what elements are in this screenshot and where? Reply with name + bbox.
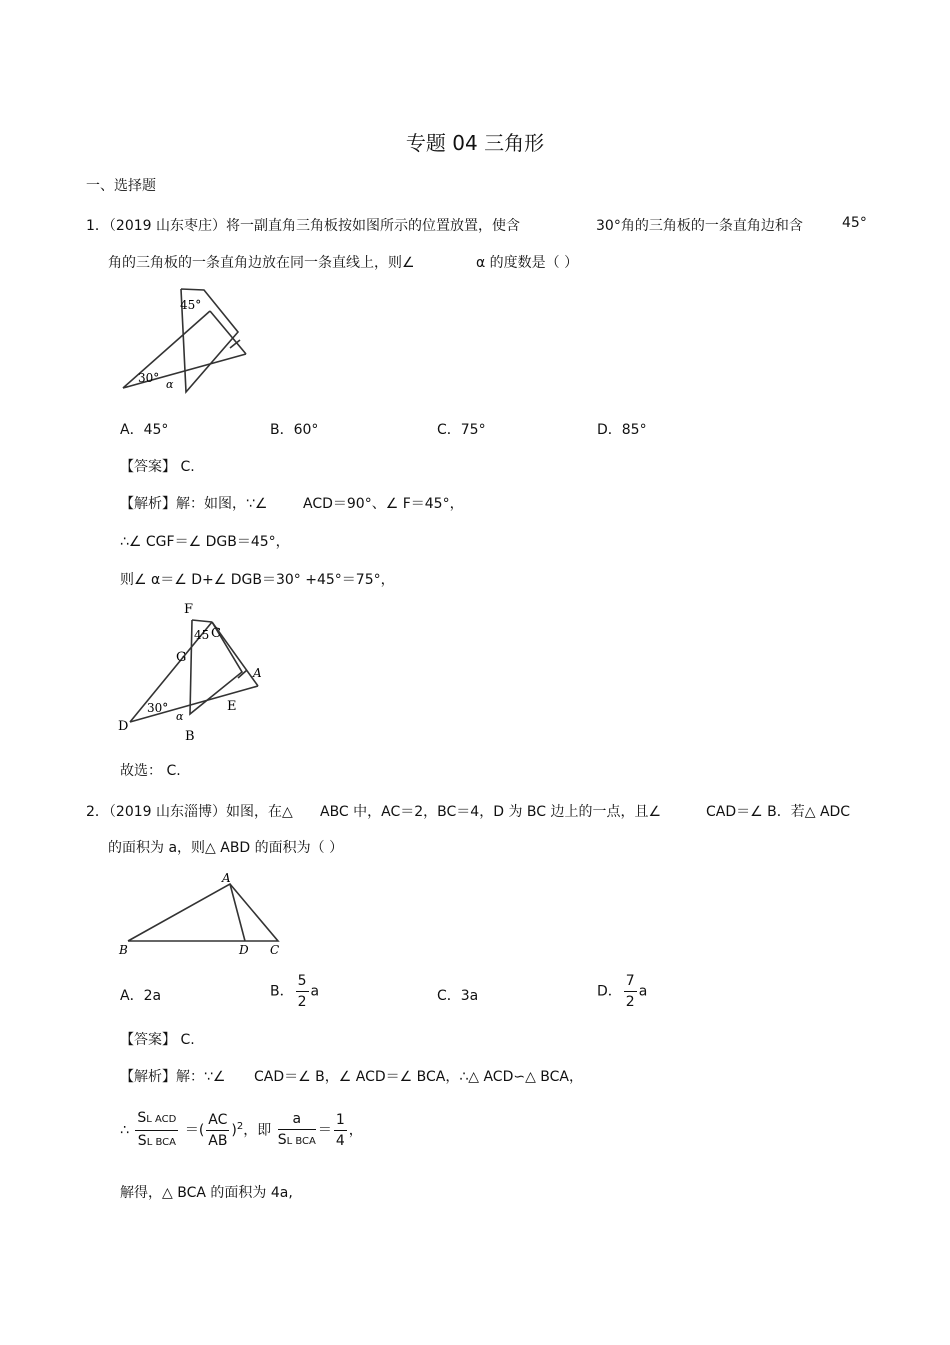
q2-result: 解得，△ BCA 的面积为 4a, (120, 1185, 293, 1201)
a-denominator (278, 1130, 316, 1152)
side-ratio-denominator: AB (208, 1133, 228, 1149)
q2-option-b (270, 971, 319, 1012)
q1-fig2-A: A (253, 666, 262, 680)
close-paren: ) (231, 1122, 237, 1139)
q2-option-c: C．3a (437, 988, 479, 1004)
q1-option-d: D．85° (597, 422, 647, 438)
a-numerator: a (278, 1109, 316, 1130)
page-title: 专题 04 三角形 (405, 131, 545, 155)
area-sub-bca: L BCA (146, 1137, 176, 1148)
q1-line2-a: 角的三角板的一条直角边放在同一条直线上，则∠ (108, 255, 415, 271)
q1-fig2-F: F (184, 602, 194, 617)
q1-analysis-3: 则∠ α＝∠ D+∠ DGB＝30° +45°＝75°， (120, 572, 395, 588)
quarter-denominator: 4 (335, 1133, 345, 1149)
q1-option-c: C．75° (437, 422, 486, 438)
q1-fig2-C: C (211, 626, 221, 641)
q1-figure (110, 282, 260, 404)
quarter-fraction (334, 1110, 347, 1151)
side-ratio-fraction (206, 1110, 229, 1151)
q2-option-b-suffix: a (310, 983, 320, 1000)
q1-fig-alpha: α (166, 378, 174, 391)
area-ratio-numerator (135, 1108, 178, 1131)
q1-fig-45: 45° (180, 298, 202, 312)
q1-fig2-alpha: α (176, 710, 184, 723)
q2-option-d-prefix: D． (597, 983, 622, 1000)
q2-analysis-1a: 【解析】解：∵∠ (120, 1069, 226, 1085)
q1-figure-labeled (112, 598, 272, 746)
q2-answer: 【答案】 C. (120, 1032, 195, 1048)
q1-answer: 【答案】 C. (120, 459, 195, 475)
q2-fig-D: D (239, 943, 249, 957)
q1-line1-b: 30°角的三角板的一条直角边和含 (596, 218, 803, 234)
q1-option-a: A．45° (120, 422, 169, 438)
q2-line2: 的面积为 a，则△ ABD 的面积为（ ） (108, 840, 344, 856)
q2-option-b-denominator: 2 (297, 994, 307, 1010)
area-s: S (277, 1132, 287, 1148)
q2-fig-A: A (222, 871, 231, 885)
q1-fig2-G: G (176, 650, 187, 665)
q2-figure (112, 868, 292, 960)
q2-line1-b: ABC 中，AC＝2，BC＝4，D 为 BC 边上的一点，且∠ (320, 804, 662, 820)
q2-option-d-fraction (624, 971, 637, 1012)
side-ratio-numerator: AC (206, 1110, 229, 1131)
area-sub-bca: L BCA (286, 1136, 316, 1147)
q2-line1-a: 2．（2019 山东淄博）如图，在△ (86, 804, 293, 820)
q2-formula (120, 1108, 363, 1153)
area-s: S (137, 1133, 147, 1149)
a-over-area-fraction (278, 1109, 316, 1152)
q1-line1-a: 1．（2019 山东枣庄）将一副直角三角板按如图所示的位置放置，使含 (86, 218, 520, 234)
q2-option-d-suffix: a (638, 983, 648, 1000)
q2-option-d (597, 971, 647, 1012)
q1-analysis-1b: ACD＝90°、∠ F＝45°， (303, 496, 464, 512)
formula-end: ， (348, 1122, 363, 1139)
q2-analysis-1b: CAD＝∠ B，∠ ACD＝∠ BCA，∴△ ACD∽△ BCA， (254, 1069, 584, 1085)
area-ratio-fraction (135, 1108, 178, 1153)
q2-option-d-denominator: 2 (625, 994, 635, 1010)
q1-fig2-30: 30° (147, 701, 169, 715)
q1-line1-c: 45° (842, 215, 867, 231)
q2-option-b-prefix: B． (270, 983, 294, 1000)
therefore-symbol: ∴ (120, 1122, 129, 1139)
q2-option-b-fraction (296, 971, 309, 1012)
equals-sign: ＝ (317, 1122, 332, 1139)
q2-fig-C: C (270, 943, 280, 957)
formula-mid-text: ，即 (243, 1122, 272, 1139)
q2-option-a: A．2a (120, 988, 162, 1004)
q1-analysis-2: ∴∠ CGF＝∠ DGB＝45°， (120, 534, 290, 550)
area-sub-acd: L ACD (146, 1114, 177, 1125)
q2-fig-B: B (119, 943, 128, 957)
quarter-numerator: 1 (334, 1110, 347, 1131)
section-heading: 一、选择题 (86, 178, 156, 194)
area-s: S (137, 1110, 147, 1126)
q1-fig2-45: 45 (194, 628, 210, 642)
equals-paren: ＝( (184, 1122, 205, 1139)
q2-option-b-numerator: 5 (296, 971, 309, 992)
q1-analysis-1a: 【解析】解：如图，∵∠ (120, 496, 268, 512)
q1-fig2-B: B (185, 729, 195, 744)
q1-line2-b: α 的度数是（ ） (476, 255, 579, 271)
q1-option-b: B．60° (270, 422, 319, 438)
q1-choose: 故选： C. (120, 763, 181, 779)
q1-fig-30: 30° (138, 371, 160, 385)
q2-line1-c: CAD＝∠ B．若△ ADC (706, 804, 851, 820)
exponent: 2 (236, 1120, 244, 1132)
area-ratio-denominator (135, 1131, 178, 1153)
q1-fig2-E: E (227, 699, 237, 714)
q1-fig2-D: D (118, 719, 129, 734)
q2-option-d-numerator: 7 (624, 971, 637, 992)
